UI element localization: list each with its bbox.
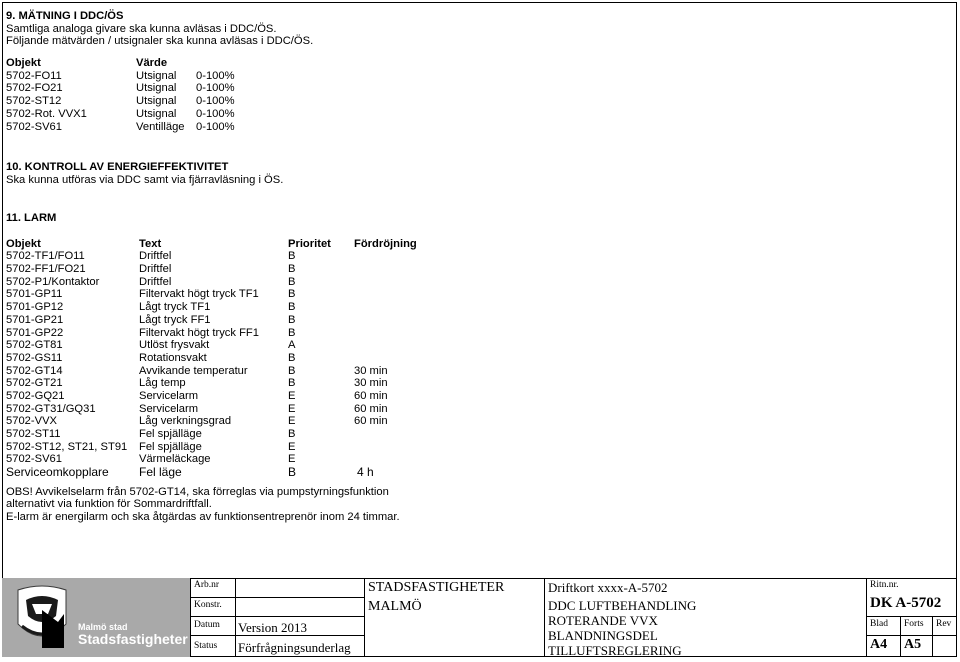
table-row: 5702-GS11 Rotationsvakt B <box>6 351 296 364</box>
datum-value: Version 2013 <box>238 620 307 635</box>
status-value: Förfrågningsunderlag <box>238 640 351 655</box>
obs-note-line: E-larm är energilarm och ska åtgärdas av funktionsentreprenör inom 24 timmar. <box>6 511 400 524</box>
label-arbnr: Arb.nr <box>194 580 220 590</box>
label-status: Status <box>194 641 218 651</box>
label-datum: Datum <box>194 620 220 630</box>
forts-value: A5 <box>904 637 922 652</box>
table-row: 5702-GT14 Avvikande temperatur B 30 min <box>6 364 388 377</box>
table-row: Serviceomkopplare Fel läge B 4 h <box>6 465 374 480</box>
table-row: 5701-GP12 Lågt tryck TF1 B <box>6 301 296 314</box>
table-row: 5702-SV61 Värmeläckage E <box>6 453 296 466</box>
table-row: 5702-FO21 Utsignal 0-100% <box>6 82 235 95</box>
label-konstr: Konstr. <box>194 600 222 610</box>
section-energy <box>6 161 283 186</box>
org-name: STADSFASTIGHETER <box>368 580 505 595</box>
table-row: 5701-GP22 Filtervakt högt tryck FF1 B <box>6 326 296 339</box>
section-title: 10. KONTROLL AV ENERGIEFFEKTIVITET <box>6 161 229 173</box>
obs-note-line: OBS! Avvikelselarm från 5702-GT14, ska förreglas via pumpstyrningsfunktion <box>6 485 389 498</box>
table-row: 5701-GP21 Lågt tryck FF1 B <box>6 313 296 326</box>
malmo-crest-icon <box>2 578 190 657</box>
desc-line: DDC LUFTBEHANDLING <box>548 598 697 613</box>
city-logo <box>2 578 190 657</box>
table-row: 5702-VVX Låg verkningsgrad E 60 min <box>6 415 388 428</box>
label-rev: Rev <box>936 619 952 629</box>
table-row: 5702-GT31/GQ31 Servicelarm E 60 min <box>6 402 388 415</box>
table-row: 5702-GQ21 Servicelarm E 60 min <box>6 389 388 402</box>
desc-line: BLANDNINGSDEL <box>548 628 658 643</box>
desc-line: Driftkort xxxx-A-5702 <box>548 580 668 595</box>
logo-text: Stadsfastigheter <box>78 631 188 647</box>
label-blad: Blad <box>870 619 888 629</box>
paragraph-line: Samtliga analoga givare ska kunna avläsas i DDC/ÖS. <box>6 22 277 35</box>
title-block <box>2 578 957 657</box>
table-row: 5702-P1/Kontaktor Driftfel B <box>6 275 296 288</box>
table-header: Objekt Text Prioritet Fördröjning <box>6 237 417 250</box>
label-forts: Forts <box>904 619 924 629</box>
org-city: MALMÖ <box>368 599 422 614</box>
table-row: 5702-FF1/FO21 Driftfel B <box>6 263 296 276</box>
desc-line: TILLUFTSREGLERING <box>548 643 682 658</box>
table-header <box>6 57 313 70</box>
paragraph-line: Följande mätvärden / utsignaler ska kunna avläsas i DDC/ÖS. <box>6 35 314 48</box>
paragraph-line: Ska kunna utföras via DDC samt via fjärravläsning i ÖS. <box>6 173 284 186</box>
drawing-number: DK A-5702 <box>870 595 942 611</box>
section-measurement <box>6 10 313 133</box>
table-row: 5702-ST12 Utsignal 0-100% <box>6 95 235 108</box>
label-ritnnr: Ritn.nr. <box>870 580 899 590</box>
section-title: 9. MÄTNING I DDC/ÖS <box>6 10 124 22</box>
table-row: 5702-ST11 Fel spjälläge B <box>6 428 296 440</box>
table-row: 5702-SV61 Ventilläge 0-100% <box>6 120 235 133</box>
table-row: 5702-Rot. VVX1 Utsignal 0-100% <box>6 107 235 120</box>
section-alarm <box>6 212 417 524</box>
desc-line: ROTERANDE VVX <box>548 613 658 628</box>
obs-note-line: alternativt via funktion för Sommardriftfall. <box>6 498 212 511</box>
table-row: 5702-TF1/FO11 Driftfel B <box>6 250 296 263</box>
table-row: 5702-GT21 Låg temp B 30 min <box>6 377 388 390</box>
section-title: 11. LARM <box>6 212 57 224</box>
col-header: Värde <box>136 57 168 70</box>
table-row: 5702-ST12, ST21, ST91 Fel spjälläge E <box>6 440 296 453</box>
table-row: 5702-FO11 Utsignal 0-100% <box>6 69 235 82</box>
table-row: 5701-GP11 Filtervakt högt tryck TF1 B <box>6 288 296 301</box>
col-header: Objekt <box>6 57 41 70</box>
blad-value: A4 <box>870 637 888 652</box>
table-row: 5702-GT81 Utlöst frysvakt A <box>6 339 296 352</box>
logo-text: Malmö stad <box>78 622 128 632</box>
